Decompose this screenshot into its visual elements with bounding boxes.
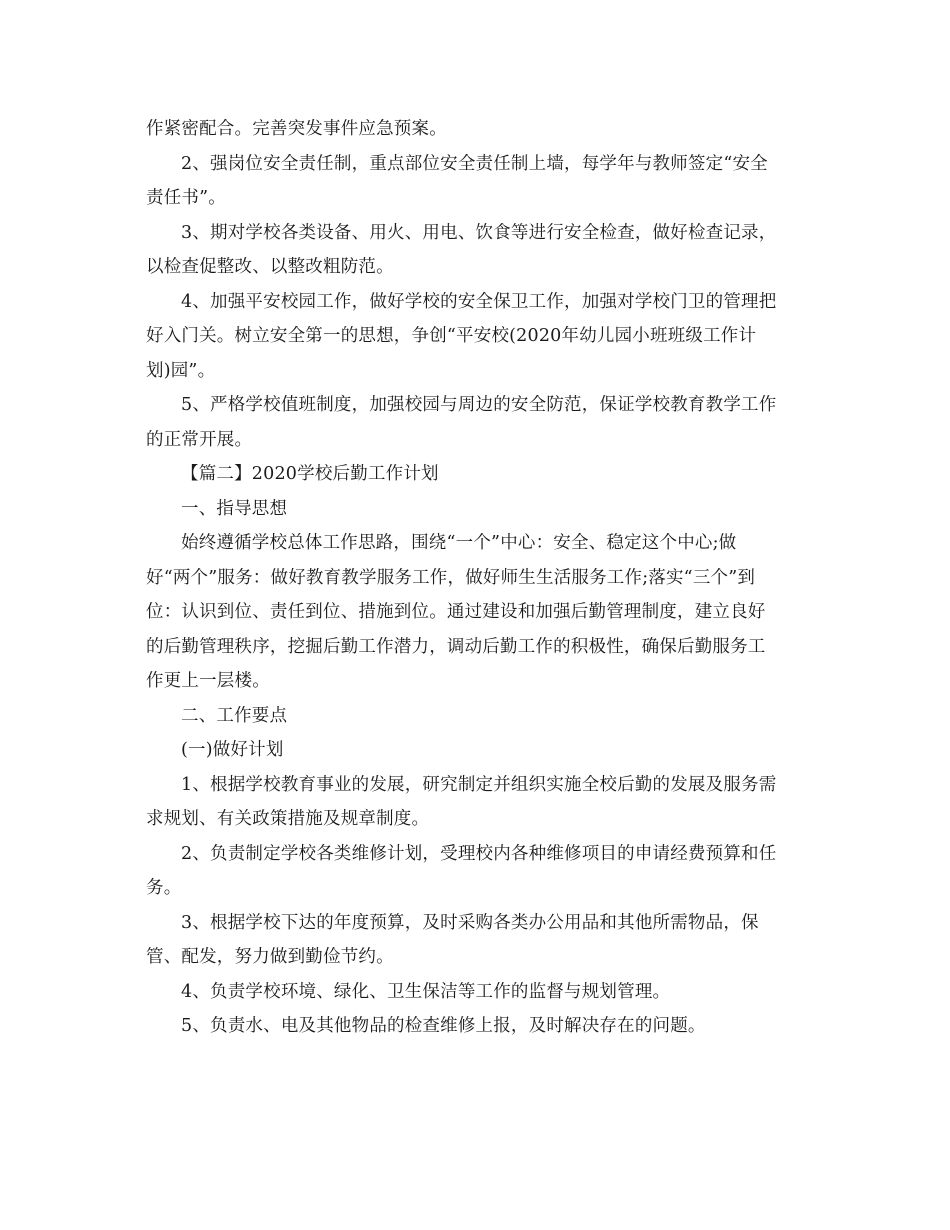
text-line: 2、强岗位安全责任制，重点部位安全责任制上墙，每学年与教师签定“安全 — [181, 153, 768, 174]
text-line: 管、配发，努力做到勤俭节约。 — [146, 947, 394, 967]
text-line: 务。 — [146, 878, 182, 898]
text-line: 4、负责学校环境、绿化、卫生保洁等工作的监督与规划管理。 — [181, 981, 671, 1002]
text-line: (一)做好计划 — [181, 740, 284, 760]
text-line: 3、期对学校各类设备、用火、用电、饮食等进行安全检查，做好检查记录， — [181, 222, 777, 243]
text-line: 4、加强平安校园工作，做好学校的安全保卫工作，加强对学校门卫的管理把 — [181, 291, 777, 312]
text-line: 划)园”。 — [146, 360, 216, 381]
text-line: 位：认识到位、责任到位、措施到位。通过建设和加强后勤管理制度，建立良好 — [146, 602, 766, 622]
text-line: 责任书”。 — [146, 188, 226, 208]
text-line: 【篇二】2020学校后勤工作计划 — [181, 464, 439, 484]
text-line: 好“两个”服务：做好教育教学服务工作，做好师生生活服务工作;落实“三个”到 — [146, 567, 756, 588]
text-line: 的后勤管理秩序，挖掘后勤工作潜力，调动后勤工作的积极性，确保后勤服务工 — [146, 636, 766, 657]
text-line: 的正常开展。 — [146, 429, 253, 450]
text-line: 始终遵循学校总体工作思路，围绕“一个”中心：安全、稳定这个中心;做 — [181, 533, 737, 553]
text-line: 二、工作要点 — [181, 705, 288, 726]
text-line: 以检查促整改、以整改粗防范。 — [146, 257, 394, 277]
text-line: 3、根据学校下达的年度预算，及时采购各类办公用品和其他所需物品，保 — [181, 912, 759, 933]
text-line: 2、负责制定学校各类维修计划，受理校内各种维修项目的申请经费预算和任 — [181, 843, 777, 864]
text-line: 作更上一层楼。 — [146, 671, 270, 691]
text-line: 好入门关。树立安全第一的思想，争创“平安校(2020年幼儿园小班班级工作计 — [146, 326, 757, 346]
text-line: 作紧密配合。完善突发事件应急预案。 — [146, 119, 447, 139]
document-page — [146, 112, 808, 1044]
text-line: 5、负责水、电及其他物品的检查维修上报，及时解决存在的问题。 — [181, 1016, 706, 1036]
text-line: 1、根据学校教育事业的发展，研究制定并组织实施全校后勤的发展及服务需 — [181, 774, 777, 795]
text-line: 一、指导思想 — [181, 498, 288, 519]
text-line: 5、严格学校值班制度，加强校园与周边的安全防范，保证学校教育教学工作 — [181, 395, 777, 415]
text-line: 求规划、有关政策措施及规章制度。 — [146, 809, 430, 829]
